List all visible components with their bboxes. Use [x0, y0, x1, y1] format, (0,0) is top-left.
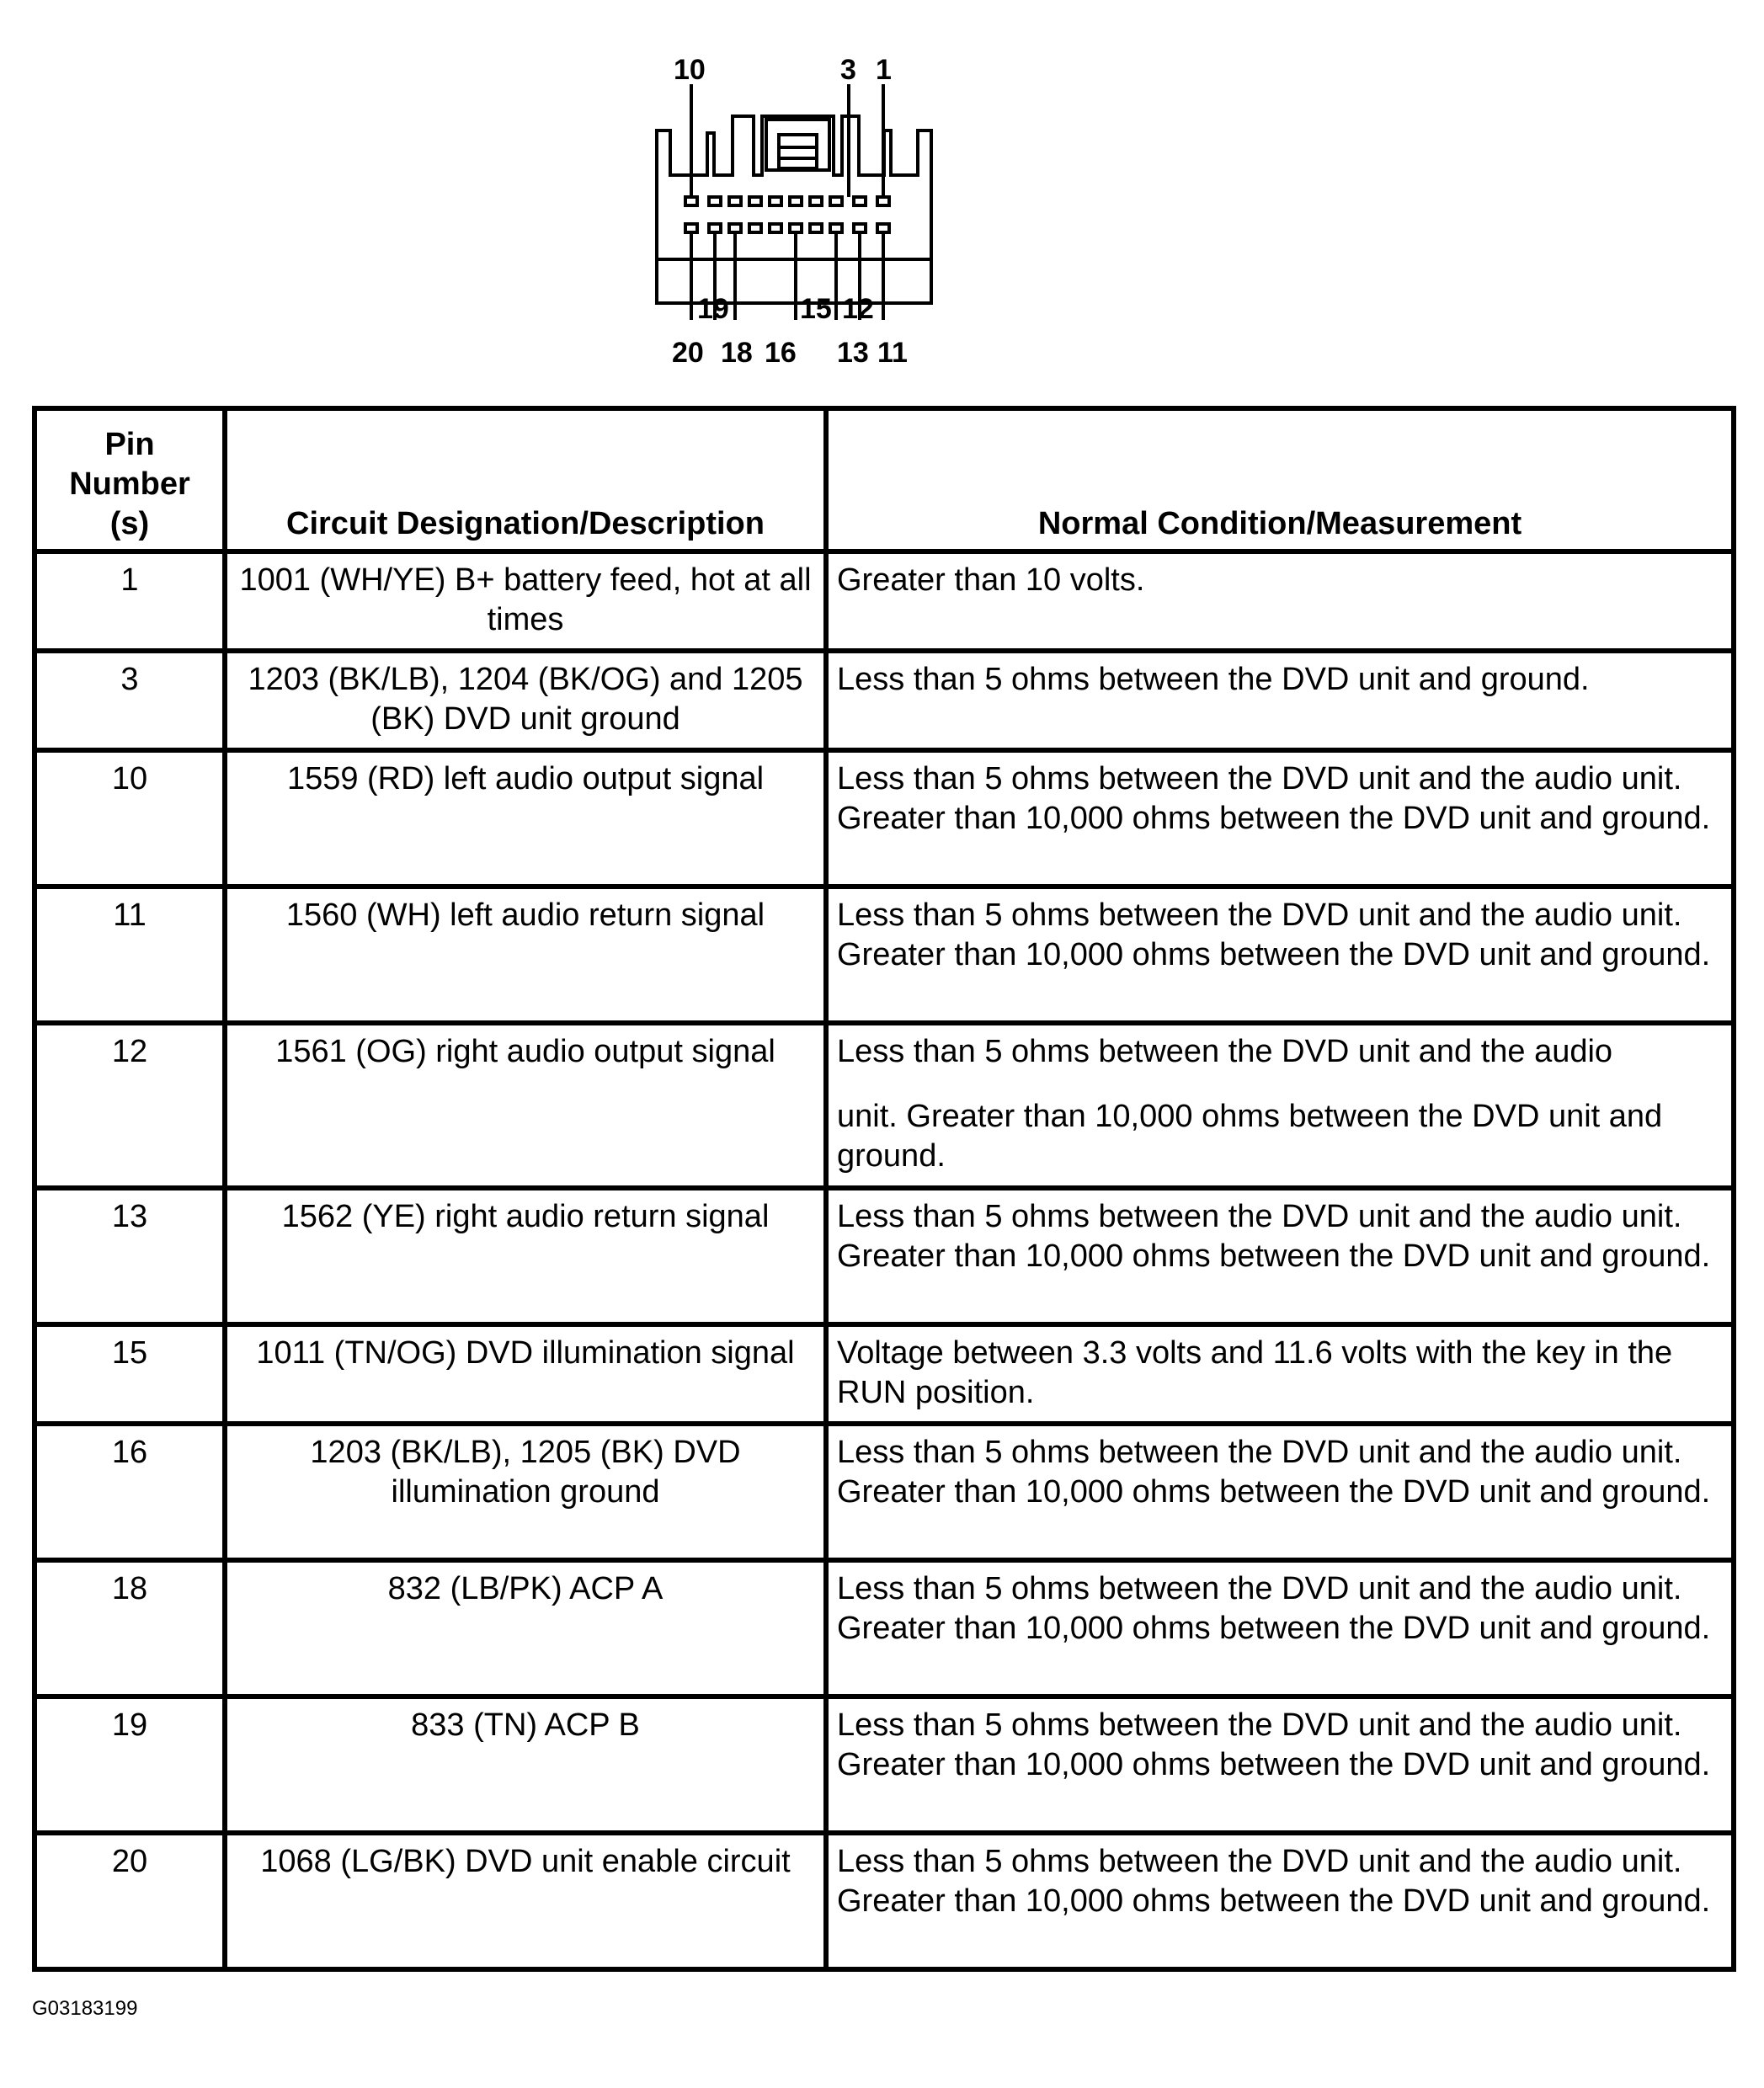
- figure-id: G03183199: [32, 1997, 138, 2020]
- table-row: [35, 1188, 1734, 1324]
- table-row: [35, 651, 1734, 750]
- condition-cell: Voltage between 3.3 volts and 11.6 volts with the key in the RUN position.: [826, 1324, 1734, 1424]
- description-cell: 1203 (BK/LB), 1205 (BK) DVD illumination ground: [225, 1424, 826, 1560]
- description-cell: 1560 (WH) left audio return signal: [225, 887, 826, 1023]
- description-cell: 1203 (BK/LB), 1204 (BK/OG) and 1205 (BK) DVD unit ground: [225, 651, 826, 750]
- table-row: [35, 1023, 1734, 1188]
- pin-cell: 11: [35, 887, 225, 1023]
- pin-cell: 13: [35, 1188, 225, 1324]
- pin-cell: 19: [35, 1696, 225, 1833]
- pin-cell: 16: [35, 1424, 225, 1560]
- condition-text-line-1: Less than 5 ohms between the DVD unit and the audio: [837, 1034, 1613, 1069]
- top-label-1: 1: [876, 54, 892, 86]
- outer-label-13: 13: [837, 337, 869, 369]
- header-circuit-description: Circuit Designation/Description: [225, 408, 826, 551]
- outer-label-16: 16: [765, 337, 797, 369]
- description-cell: 1001 (WH/YE) B+ battery feed, hot at all times: [225, 551, 826, 651]
- outer-label-18: 18: [721, 337, 753, 369]
- pin-cell: 3: [35, 651, 225, 750]
- condition-cell: Less than 5 ohms between the DVD unit and the audio unit. Greater than 10,000 ohms between the DVD unit and ground.: [826, 1424, 1734, 1560]
- pin-cell: 20: [35, 1833, 225, 1969]
- condition-cell: Greater than 10 volts.: [826, 551, 1734, 651]
- condition-cell: Less than 5 ohms between the DVD unit and the audio unit. Greater than 10,000 ohms between the DVD unit and ground.: [826, 887, 1734, 1023]
- description-cell: 832 (LB/PK) ACP A: [225, 1560, 826, 1696]
- pin-number-labels: [672, 54, 908, 369]
- condition-cell: [826, 1023, 1734, 1188]
- top-label-10: 10: [674, 54, 706, 86]
- description-cell: 1562 (YE) right audio return signal: [225, 1188, 826, 1324]
- condition-text-line-2: unit. Greater than 10,000 ohms between the DVD unit and ground.: [837, 1099, 1663, 1174]
- top-label-3: 3: [840, 54, 856, 86]
- description-cell: 833 (TN) ACP B: [225, 1696, 826, 1833]
- condition-cell: Less than 5 ohms between the DVD unit and the audio unit. Greater than 10,000 ohms between the DVD unit and ground.: [826, 1833, 1734, 1969]
- pin-cell: 1: [35, 551, 225, 651]
- table-row: [35, 750, 1734, 887]
- inner-label-12: 12: [842, 293, 874, 325]
- condition-cell: Less than 5 ohms between the DVD unit and the audio unit. Greater than 10,000 ohms between the DVD unit and ground.: [826, 750, 1734, 887]
- table-row: [35, 1696, 1734, 1833]
- condition-cell: Less than 5 ohms between the DVD unit and the audio unit. Greater than 10,000 ohms between the DVD unit and ground.: [826, 1696, 1734, 1833]
- header-pin-number: Pin Number (s): [35, 408, 225, 551]
- outer-label-11: 11: [877, 337, 908, 369]
- description-cell: 1011 (TN/OG) DVD illumination signal: [225, 1324, 826, 1424]
- pin-cell: 15: [35, 1324, 225, 1424]
- outer-label-20: 20: [672, 337, 704, 369]
- table-row: [35, 551, 1734, 651]
- condition-cell: Less than 5 ohms between the DVD unit and ground.: [826, 651, 1734, 750]
- connector-diagram: [640, 51, 960, 370]
- pin-cell: 12: [35, 1023, 225, 1188]
- table-row: [35, 1560, 1734, 1696]
- table-row: [35, 1324, 1734, 1424]
- description-cell: 1068 (LG/BK) DVD unit enable circuit: [225, 1833, 826, 1969]
- pin-cell: 18: [35, 1560, 225, 1696]
- description-cell: 1561 (OG) right audio output signal: [225, 1023, 826, 1188]
- condition-cell: Less than 5 ohms between the DVD unit and the audio unit. Greater than 10,000 ohms between the DVD unit and ground.: [826, 1560, 1734, 1696]
- table-row: [35, 1424, 1734, 1560]
- pin-table: [32, 406, 1736, 1972]
- table-row: [35, 1833, 1734, 1969]
- description-cell: 1559 (RD) left audio output signal: [225, 750, 826, 887]
- condition-cell: Less than 5 ohms between the DVD unit and the audio unit. Greater than 10,000 ohms between the DVD unit and ground.: [826, 1188, 1734, 1324]
- header-normal-condition: Normal Condition/Measurement: [826, 408, 1734, 551]
- table-row: [35, 887, 1734, 1023]
- pin-cell: 10: [35, 750, 225, 887]
- table-header-row: [35, 408, 1734, 551]
- inner-label-19: 19: [697, 293, 729, 325]
- inner-label-15: 15: [800, 293, 832, 325]
